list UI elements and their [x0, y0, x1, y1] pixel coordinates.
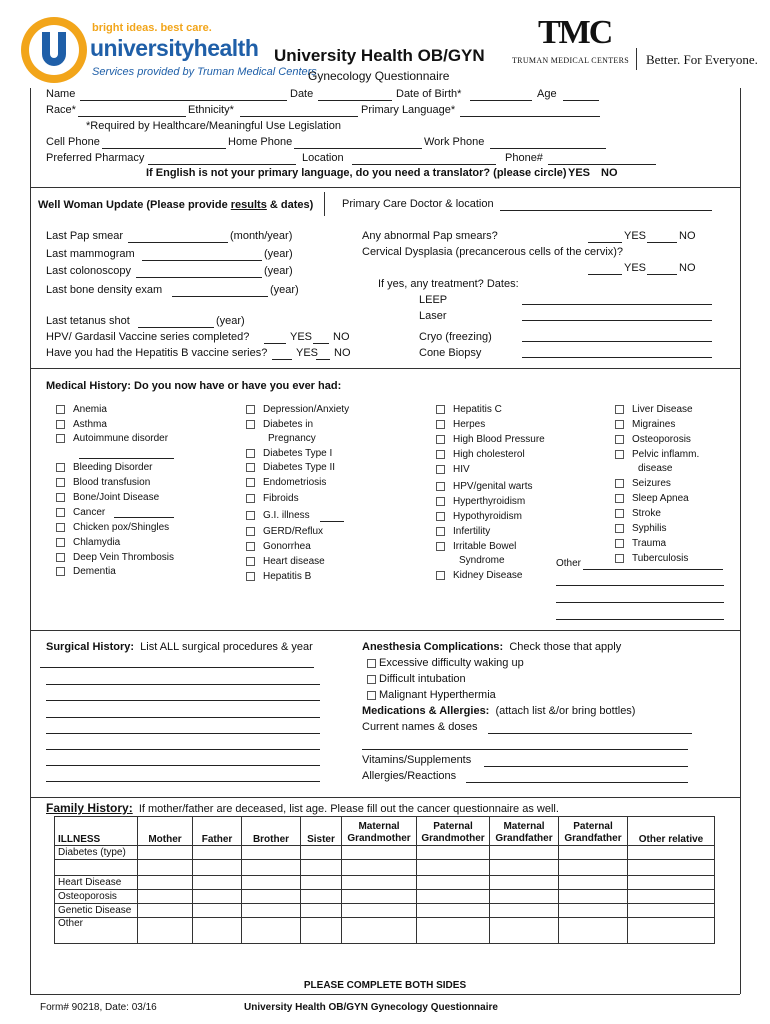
- surgical-heading: Surgical History: List ALL surgical procedures & year: [46, 641, 313, 653]
- table-cell[interactable]: [242, 904, 301, 918]
- pharmacy-phone-label: Phone#: [505, 152, 543, 164]
- table-cell[interactable]: [138, 860, 193, 876]
- other-field[interactable]: [556, 619, 724, 620]
- table-cell[interactable]: [193, 846, 242, 860]
- language-field[interactable]: [460, 116, 600, 117]
- pcp-field[interactable]: [500, 210, 712, 211]
- hepb-no-field[interactable]: [316, 359, 330, 360]
- dysplasia-no-field[interactable]: [647, 274, 677, 275]
- condition-item[interactable]: Migraines: [615, 419, 675, 430]
- condition-item[interactable]: Deep Vein Thrombosis: [56, 552, 174, 563]
- checkbox[interactable]: [367, 675, 376, 684]
- pharmacy-phone-field[interactable]: [548, 164, 656, 165]
- abnormal-pap-yes: YES: [624, 230, 647, 242]
- logo-tagline: bright ideas. best care.: [92, 22, 212, 34]
- checkbox[interactable]: [246, 478, 255, 487]
- table-cell[interactable]: [193, 904, 242, 918]
- table-cell[interactable]: [301, 846, 342, 860]
- checkbox[interactable]: [56, 567, 65, 576]
- table-cell[interactable]: [490, 846, 559, 860]
- surgical-line[interactable]: [46, 717, 320, 718]
- checkbox[interactable]: [56, 523, 65, 532]
- tmc-divider: [636, 48, 637, 70]
- form-number: Form# 90218, Date: 03/16: [40, 1002, 157, 1013]
- date-field[interactable]: [318, 100, 392, 101]
- table-row: [55, 904, 715, 918]
- table-cell[interactable]: [342, 918, 417, 944]
- table-cell[interactable]: [242, 890, 301, 904]
- leep-label: LEEP: [419, 294, 448, 306]
- table-cell[interactable]: [559, 876, 628, 890]
- tetanus-field[interactable]: [138, 327, 214, 328]
- tmc-logo-text: TMC: [538, 14, 612, 51]
- required-note: *Required by Healthcare/Meaningful Use Legislation: [86, 120, 341, 132]
- pcp-label: Primary Care Doctor & location: [342, 198, 494, 210]
- table-cell[interactable]: [559, 860, 628, 876]
- laser-label: Laser: [419, 310, 447, 322]
- dysplasia-no: NO: [679, 262, 696, 274]
- checkbox[interactable]: [436, 571, 445, 580]
- treatment-label: If yes, any treatment? Dates:: [378, 278, 519, 290]
- pap-unit: (month/year): [230, 230, 293, 242]
- checkbox[interactable]: [615, 450, 624, 459]
- table-cell[interactable]: [342, 904, 417, 918]
- cone-biopsy-field[interactable]: [522, 357, 712, 358]
- work-phone-field[interactable]: [490, 148, 606, 149]
- surgical-line[interactable]: [46, 733, 320, 734]
- checkbox[interactable]: [246, 449, 255, 458]
- anesthesia-option[interactable]: Malignant Hyperthermia: [367, 689, 496, 701]
- table-row: [55, 918, 715, 944]
- page-border-right: [740, 88, 741, 994]
- condition-item[interactable]: Infertility: [436, 526, 490, 537]
- ethnicity-label: Ethnicity*: [188, 104, 234, 116]
- table-cell[interactable]: [628, 846, 715, 860]
- condition-item[interactable]: Hyperthyroidism: [436, 496, 525, 507]
- checkbox[interactable]: [436, 512, 445, 521]
- cone-biopsy-label: Cone Biopsy: [419, 347, 482, 359]
- checkbox[interactable]: [615, 479, 624, 488]
- logo-subtext: Services provided by Truman Medical Centers: [92, 66, 317, 78]
- column-header: Other relative: [628, 817, 715, 846]
- checkbox[interactable]: [246, 494, 255, 503]
- table-cell[interactable]: [490, 904, 559, 918]
- table-cell[interactable]: [138, 890, 193, 904]
- cryo-label: Cryo (freezing): [419, 331, 492, 343]
- complete-both-sides: PLEASE COMPLETE BOTH SIDES: [303, 980, 467, 991]
- checkbox[interactable]: [367, 691, 376, 700]
- table-cell[interactable]: [417, 918, 490, 944]
- mammogram-unit: (year): [264, 248, 293, 260]
- language-label: Primary Language*: [361, 104, 456, 116]
- table-cell[interactable]: [193, 918, 242, 944]
- allergies-label: Allergies/Reactions: [362, 770, 457, 782]
- table-cell[interactable]: [490, 890, 559, 904]
- column-header: ILLNESS: [55, 817, 138, 846]
- condition-item[interactable]: Hypothyroidism: [436, 511, 522, 522]
- leep-field[interactable]: [522, 304, 712, 305]
- footer-title: University Health OB/GYN Gynecology Questionnaire: [244, 1002, 498, 1013]
- mammogram-label: Last mammogram: [46, 248, 135, 260]
- table-cell[interactable]: [417, 846, 490, 860]
- column-header: Maternal Grandmother: [342, 817, 417, 846]
- other-field[interactable]: [583, 569, 723, 570]
- vitamins-label: Vitamins/Supplements: [362, 754, 472, 766]
- condition-item[interactable]: Stroke: [615, 508, 661, 519]
- condition-item[interactable]: Dementia: [56, 566, 116, 577]
- tmc-slogan: Better. For Everyone.: [646, 52, 758, 67]
- condition-item[interactable]: Seizures: [615, 478, 671, 489]
- page-border-left: [30, 88, 31, 994]
- laser-field[interactable]: [522, 320, 712, 321]
- medications-heading: Medications & Allergies: (attach list &/or bring bottles): [362, 705, 636, 717]
- table-cell[interactable]: [55, 860, 138, 876]
- table-cell[interactable]: [417, 876, 490, 890]
- bone-density-field[interactable]: [172, 296, 268, 297]
- condition-item-continued: Syndrome: [459, 555, 505, 566]
- work-phone-label: Work Phone: [424, 136, 485, 148]
- condition-item[interactable]: Chlamydia: [56, 537, 120, 548]
- surgical-line[interactable]: [46, 765, 320, 766]
- abnormal-pap-no: NO: [679, 230, 696, 242]
- table-cell[interactable]: [490, 918, 559, 944]
- checkbox[interactable]: [56, 508, 65, 517]
- condition-item[interactable]: HIV: [436, 464, 470, 475]
- uh-logo-icon: [18, 14, 90, 86]
- abnormal-pap-no-field[interactable]: [647, 242, 677, 243]
- other-field[interactable]: [556, 585, 724, 586]
- surgical-line[interactable]: [46, 781, 320, 782]
- condition-item[interactable]: Fibroids: [246, 493, 299, 504]
- hpv-yes-field[interactable]: [264, 343, 286, 344]
- column-header: Father: [193, 817, 242, 846]
- condition-item[interactable]: Hepatitis B: [246, 571, 311, 582]
- abnormal-pap-label: Any abnormal Pap smears?: [362, 230, 498, 242]
- row-label: Diabetes (type): [55, 846, 138, 860]
- table-cell[interactable]: [490, 876, 559, 890]
- condition-item[interactable]: Blood transfusion: [56, 477, 150, 488]
- medical-history-heading: Medical History: Do you now have or have you ever had:: [46, 380, 342, 392]
- condition-item[interactable]: Depression/Anxiety: [246, 404, 349, 415]
- pap-field[interactable]: [128, 242, 228, 243]
- location-field[interactable]: [352, 164, 496, 165]
- checkbox[interactable]: [436, 435, 445, 444]
- column-header: Paternal Grandfather: [559, 817, 628, 846]
- row-label: Osteoporosis: [55, 890, 138, 904]
- checkbox[interactable]: [436, 405, 445, 414]
- table-row: [55, 860, 715, 876]
- bone-density-unit: (year): [270, 284, 299, 296]
- tmc-name: TRUMAN MEDICAL CENTERS: [512, 56, 629, 65]
- table-cell[interactable]: [242, 860, 301, 876]
- table-cell[interactable]: [138, 846, 193, 860]
- table-cell[interactable]: [193, 890, 242, 904]
- checkbox[interactable]: [246, 405, 255, 414]
- checkbox[interactable]: [436, 450, 445, 459]
- condition-item[interactable]: High Blood Pressure: [436, 434, 545, 445]
- table-cell[interactable]: [628, 918, 715, 944]
- checkbox[interactable]: [615, 435, 624, 444]
- hpv-no: NO: [333, 331, 350, 343]
- hepb-no: NO: [334, 347, 351, 359]
- cell-phone-field[interactable]: [102, 148, 226, 149]
- table-cell[interactable]: [559, 890, 628, 904]
- cell-phone-label: Cell Phone: [46, 136, 100, 148]
- table-cell[interactable]: [193, 876, 242, 890]
- condition-item[interactable]: Bone/Joint Disease: [56, 492, 159, 503]
- table-cell[interactable]: [342, 846, 417, 860]
- table-cell[interactable]: [559, 904, 628, 918]
- condition-item[interactable]: G.I. illness: [246, 510, 310, 521]
- condition-item[interactable]: Syphilis: [615, 523, 666, 534]
- checkbox[interactable]: [436, 542, 445, 551]
- column-header: Maternal Grandfather: [490, 817, 559, 846]
- checkbox[interactable]: [246, 511, 255, 520]
- checkbox[interactable]: [436, 465, 445, 474]
- column-header: Mother: [138, 817, 193, 846]
- condition-item[interactable]: Autoimmune disorder: [56, 433, 168, 444]
- checkbox[interactable]: [246, 463, 255, 472]
- condition-item[interactable]: Herpes: [436, 419, 485, 430]
- tetanus-unit: (year): [216, 315, 245, 327]
- table-cell[interactable]: [193, 860, 242, 876]
- divider: [324, 192, 325, 216]
- checkbox[interactable]: [436, 497, 445, 506]
- checkbox[interactable]: [56, 478, 65, 487]
- condition-item[interactable]: Asthma: [56, 419, 107, 430]
- table-cell[interactable]: [242, 876, 301, 890]
- dob-field[interactable]: [470, 100, 532, 101]
- dysplasia-yes: YES: [624, 262, 647, 274]
- table-row: [55, 846, 715, 860]
- translator-no[interactable]: NO: [601, 167, 618, 179]
- abnormal-pap-yes-field[interactable]: [588, 242, 622, 243]
- condition-item[interactable]: Pelvic inflamm.: [615, 449, 699, 460]
- allergies-field[interactable]: [466, 782, 688, 783]
- date-label: Date: [290, 88, 314, 100]
- checkbox[interactable]: [56, 405, 65, 414]
- checkbox[interactable]: [56, 493, 65, 502]
- divider: [30, 368, 740, 369]
- condition-item[interactable]: Diabetes Type I: [246, 448, 332, 459]
- condition-item[interactable]: Cancer: [56, 507, 105, 518]
- bone-density-label: Last bone density exam: [46, 284, 163, 296]
- table-cell[interactable]: [628, 876, 715, 890]
- table-cell[interactable]: [490, 860, 559, 876]
- checkbox[interactable]: [367, 659, 376, 668]
- column-header: Sister: [301, 817, 342, 846]
- table-cell[interactable]: [301, 918, 342, 944]
- condition-item[interactable]: Osteoporosis: [615, 434, 691, 445]
- checkbox[interactable]: [56, 434, 65, 443]
- colonoscopy-label: Last colonoscopy: [46, 265, 131, 277]
- surgical-line[interactable]: [46, 749, 320, 750]
- checkbox[interactable]: [56, 420, 65, 429]
- table-cell[interactable]: [301, 904, 342, 918]
- mammogram-field[interactable]: [142, 260, 262, 261]
- table-cell[interactable]: [138, 904, 193, 918]
- table-cell[interactable]: [628, 860, 715, 876]
- pap-label: Last Pap smear: [46, 230, 124, 242]
- condition-item[interactable]: Diabetes in: [246, 419, 313, 430]
- condition-item[interactable]: Trauma: [615, 538, 666, 549]
- autoimmune-field[interactable]: [79, 458, 174, 459]
- checkbox[interactable]: [56, 553, 65, 562]
- table-cell[interactable]: [559, 918, 628, 944]
- condition-item[interactable]: Irritable Bowel: [436, 541, 516, 552]
- checkbox[interactable]: [246, 527, 255, 536]
- name-field[interactable]: [80, 100, 287, 101]
- surgical-line[interactable]: [40, 667, 314, 668]
- vitamins-field[interactable]: [484, 766, 688, 767]
- condition-item[interactable]: Heart disease: [246, 556, 325, 567]
- race-field[interactable]: [78, 116, 186, 117]
- name-label: Name: [46, 88, 76, 100]
- checkbox[interactable]: [615, 405, 624, 414]
- checkbox[interactable]: [436, 420, 445, 429]
- condition-item[interactable]: High cholesterol: [436, 449, 525, 460]
- checkbox[interactable]: [615, 509, 624, 518]
- colonoscopy-field[interactable]: [136, 277, 262, 278]
- form-title: University Health OB/GYN: [274, 46, 485, 65]
- table-row: [55, 876, 715, 890]
- pharmacy-label: Preferred Pharmacy: [46, 152, 145, 164]
- pharmacy-field[interactable]: [148, 164, 296, 165]
- current-meds-label: Current names & doses: [362, 721, 478, 733]
- checkbox[interactable]: [436, 527, 445, 536]
- hepb-question: Have you had the Hepatitis B vaccine series?: [46, 347, 268, 359]
- family-history-heading: Family History: If mother/father are deceased, list age. Please fill out the cancer questionnaire as well.: [46, 801, 559, 815]
- checkbox[interactable]: [246, 542, 255, 551]
- condition-item[interactable]: Bleeding Disorder: [56, 462, 153, 473]
- divider: [30, 797, 740, 798]
- anesthesia-option[interactable]: Excessive difficulty waking up: [367, 657, 524, 669]
- table-cell[interactable]: [242, 846, 301, 860]
- table-cell[interactable]: [417, 904, 490, 918]
- table-cell[interactable]: [417, 860, 490, 876]
- table-cell[interactable]: [301, 860, 342, 876]
- table-cell[interactable]: [138, 918, 193, 944]
- divider: [30, 630, 740, 631]
- family-history-table: [54, 816, 715, 944]
- table-cell[interactable]: [301, 890, 342, 904]
- condition-item[interactable]: Anemia: [56, 404, 107, 415]
- column-header: Paternal Grandmother: [417, 817, 490, 846]
- cancer-field[interactable]: [114, 517, 174, 518]
- gi-illness-field[interactable]: [320, 521, 344, 522]
- dysplasia-yes-field[interactable]: [588, 274, 622, 275]
- condition-item[interactable]: Hepatitis C: [436, 404, 502, 415]
- table-cell[interactable]: [342, 876, 417, 890]
- condition-item[interactable]: Gonorrhea: [246, 541, 311, 552]
- condition-item[interactable]: Diabetes Type II: [246, 462, 335, 473]
- location-label: Location: [302, 152, 344, 164]
- other-field[interactable]: [556, 602, 724, 603]
- age-label: Age: [537, 88, 557, 100]
- logo-name: universityhealth: [90, 35, 259, 61]
- condition-item[interactable]: GERD/Reflux: [246, 526, 323, 537]
- hepb-yes-field[interactable]: [272, 359, 292, 360]
- row-label: Heart Disease: [55, 876, 138, 890]
- dysplasia-label: Cervical Dysplasia (precancerous cells of the cervix)?: [362, 246, 624, 258]
- row-label: Genetic Disease: [55, 904, 138, 918]
- checkbox[interactable]: [246, 557, 255, 566]
- translator-yes[interactable]: YES: [568, 167, 591, 179]
- checkbox[interactable]: [246, 572, 255, 581]
- checkbox[interactable]: [246, 420, 255, 429]
- table-cell[interactable]: [417, 890, 490, 904]
- translator-question: If English is not your primary language, do you need a translator? (please circle): [146, 167, 567, 179]
- form-subtitle: Gynecology Questionnaire: [308, 69, 450, 83]
- checkbox[interactable]: [615, 420, 624, 429]
- condition-item[interactable]: Kidney Disease: [436, 570, 522, 581]
- checkbox[interactable]: [615, 524, 624, 533]
- condition-item[interactable]: Endometriosis: [246, 477, 326, 488]
- checkbox[interactable]: [436, 482, 445, 491]
- table-cell[interactable]: [559, 846, 628, 860]
- condition-item-continued: Pregnancy: [268, 433, 316, 444]
- table-cell[interactable]: [342, 890, 417, 904]
- well-woman-heading: Well Woman Update (Please provide results & dates): [38, 199, 314, 211]
- checkbox[interactable]: [615, 539, 624, 548]
- home-phone-field[interactable]: [294, 148, 422, 149]
- page-border-bottom: [30, 994, 740, 995]
- surgical-line[interactable]: [46, 684, 320, 685]
- hpv-yes: YES: [290, 331, 313, 343]
- other-label: Other: [556, 558, 582, 569]
- table-cell[interactable]: [628, 904, 715, 918]
- table-cell[interactable]: [342, 860, 417, 876]
- condition-item[interactable]: Sleep Apnea: [615, 493, 689, 504]
- dob-label: Date of Birth*: [396, 88, 462, 100]
- table-header-row: [55, 817, 715, 846]
- condition-item[interactable]: Liver Disease: [615, 404, 693, 415]
- anesthesia-heading: Anesthesia Complications: Check those that apply: [362, 641, 622, 653]
- condition-item-continued: disease: [638, 463, 673, 474]
- current-meds-field[interactable]: [362, 749, 688, 750]
- checkbox[interactable]: [615, 494, 624, 503]
- surgical-line[interactable]: [46, 700, 320, 701]
- table-row: [55, 890, 715, 904]
- ethnicity-field[interactable]: [240, 116, 358, 117]
- hpv-no-field[interactable]: [313, 343, 329, 344]
- race-label: Race*: [46, 104, 76, 116]
- checkbox[interactable]: [56, 538, 65, 547]
- table-cell[interactable]: [301, 876, 342, 890]
- row-label: Other: [55, 918, 138, 944]
- colonoscopy-unit: (year): [264, 265, 293, 277]
- home-phone-label: Home Phone: [228, 136, 293, 148]
- table-cell[interactable]: [242, 918, 301, 944]
- checkbox[interactable]: [615, 554, 624, 563]
- hpv-question: HPV/ Gardasil Vaccine series completed?: [46, 331, 250, 343]
- age-field[interactable]: [563, 100, 599, 101]
- condition-item[interactable]: Chicken pox/Shingles: [56, 522, 169, 533]
- condition-item[interactable]: HPV/genital warts: [436, 481, 532, 492]
- tetanus-label: Last tetanus shot: [46, 315, 130, 327]
- current-meds-field[interactable]: [488, 733, 692, 734]
- divider: [30, 187, 740, 188]
- table-cell[interactable]: [138, 876, 193, 890]
- condition-item[interactable]: Tuberculosis: [615, 553, 688, 564]
- checkbox[interactable]: [56, 463, 65, 472]
- cryo-field[interactable]: [522, 341, 712, 342]
- anesthesia-option[interactable]: Difficult intubation: [367, 673, 466, 685]
- hepb-yes: YES: [296, 347, 319, 359]
- column-header: Brother: [242, 817, 301, 846]
- table-cell[interactable]: [628, 890, 715, 904]
